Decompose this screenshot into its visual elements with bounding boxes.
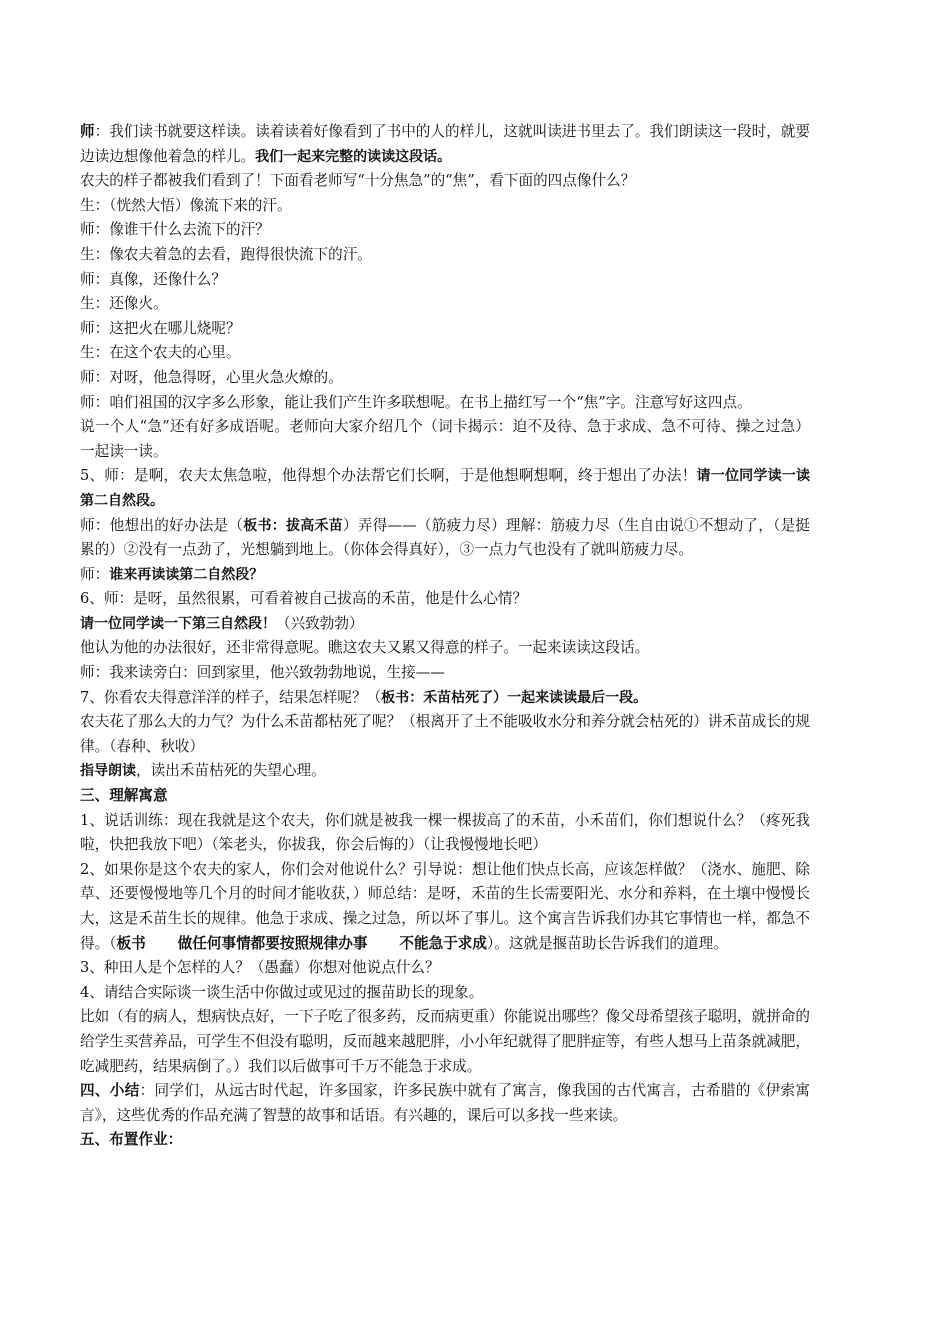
section-heading-3: 三、理解寓意 — [80, 787, 168, 805]
bold-instruction: 请一位同学读一读第二自然段。 — [80, 468, 810, 509]
bold-instruction: 指导朗读 — [80, 763, 136, 780]
paragraph: 师：我来读旁白：回到家里，他兴致勃勃地说，生接—— — [80, 664, 445, 682]
dialogue-line: 师：对呀，他急得呀，心里火急火燎的。 — [80, 368, 343, 386]
blackboard-note: 做任何事情都要按照规律办事 — [177, 934, 368, 952]
paragraph — [80, 759, 810, 784]
paragraph: 说一个人“急”还有好多成语呢。老师向大家介绍几个（词卡揭示：迫不及待、急于求成、急不可待、操之过急）一起读一读。 — [80, 418, 810, 460]
blackboard-note: 板书 — [116, 934, 146, 952]
text: 7、你看农夫得意洋洋的样子，结果怎样呢？（ — [80, 688, 382, 706]
teacher-label: 师 — [80, 123, 95, 140]
text: （兴致勃勃） — [276, 614, 364, 632]
lesson-document — [80, 120, 810, 1153]
paragraph — [80, 563, 810, 588]
section-summary — [80, 1079, 810, 1128]
dialogue-line: 生：还像火。 — [80, 295, 168, 313]
paragraph-step-7 — [80, 686, 810, 711]
text: ）弄得——（筋疲力尽）理解：筋疲力尽（生自由说①不想动了，（是挺累的）②没有一点劲了，光想躺到地上。（你体会得真好），③一点力气也没有了就叫筋疲力尽。 — [80, 516, 810, 559]
paragraph: 师：咱们祖国的汉字多么形象，能让我们产生许多联想呢。在书上描红写一个“焦”字。注意写好这四点。 — [80, 393, 752, 411]
paragraph: 他认为他的办法很好，还非常得意呢。瞧这农夫又累又得意的样子。一起来读读这段话。 — [80, 639, 650, 657]
bold-instruction: 请一位同学读一下第三自然段！ — [80, 615, 276, 632]
text: 农夫的样子都被我们看到了！下面看老师写“十分焦急”的“焦”，看下面的四点像什么？ — [80, 172, 636, 190]
dialogue-line: 生：（恍然大悟）像流下来的汗。 — [80, 196, 292, 214]
text: ：我们读书就要这样读。读着读着好像看到了书中的人的样儿，这就叫读进书里去了。我们朗读这一段时，就要边读边想像他着急的样儿。 — [80, 123, 810, 165]
paragraph — [80, 612, 810, 637]
paragraph-1 — [80, 120, 810, 169]
paragraph-method — [80, 514, 810, 563]
bold-instruction: 我们一起来完整的读读这段话。 — [255, 148, 452, 165]
paragraph: 农夫花了那么大的力气？为什么禾苗都枯死了呢？（根离开了土不能吸收水分和养分就会枯死的）讲禾苗成长的规律。（春种、秋收） — [80, 713, 810, 755]
text: ：同学们，从远古时代起，许多国家，许多民族中就有了寓言，像我国的古代寓言，古希腊的《伊索寓言》，这些优秀的作品充满了智慧的故事和话语。有兴趣的，课后可以多找一些来读。 — [80, 1082, 810, 1124]
section-heading-5: 五、布置作业： — [80, 1131, 183, 1149]
text: 2、如果你是这个农夫的家人，你们会对他说什么？引导说：想让他们快点长高，应该怎样做？（浇水、施肥、除草、还要慢慢地等几个月的时间才能收获，）师总结：是呀，禾苗的生长需要阳光、水分和养料，在土壤中慢慢长大，这是禾苗生长的规律。他急于求成、操之过急，所以坏了事儿。这个寓言告诉我们办其它事情也一样，都急不得。（ — [80, 860, 810, 952]
text: ，读出禾苗枯死的失望心理。 — [136, 762, 326, 780]
dialogue-line: 师：像谁干什么去流下的汗？ — [80, 221, 270, 239]
paragraph: 3、种田人是个怎样的人？（愚蠢）你想对他说点什么？ — [80, 959, 440, 977]
paragraph-step-6: 6、师：是呀，虽然很累，可看着被自己拔高的禾苗，他是什么心情？ — [80, 590, 528, 608]
dialogue-line: 生：在这个农夫的心里。 — [80, 344, 241, 362]
text: 5、师：是啊，农夫太焦急啦，他得想个办法帮它们长啊，于是他想啊想啊，终于想出了办法！ — [80, 467, 697, 485]
paragraph: 4、请结合实际谈一谈生活中你做过或见过的揠苗助长的现象。 — [80, 983, 484, 1001]
paragraph: 1、说话训练：现在我就是这个农夫，你们就是被我一棵一棵拔高了的禾苗，小禾苗们，你们想说什么？（疼死我啦，快把我放下吧）（笨老头，你拔我，你会后悔的）（让我慢慢地长吧） — [80, 811, 810, 854]
dialogue-line: 生：像农夫着急的去看，跑得很快流下的汗。 — [80, 245, 372, 263]
section-heading-4: 四、小结 — [80, 1082, 140, 1100]
paragraph-2 — [80, 169, 810, 194]
text: 师：他想出的好办法是（ — [80, 516, 244, 534]
blackboard-note: 板书：禾苗枯死了）一起来读读最后一段。 — [381, 689, 648, 706]
dialogue-line: 师：这把火在哪儿烧呢？ — [80, 319, 241, 337]
dialogue-line: 师：真像，还像什么？ — [80, 270, 226, 288]
bold-instruction: 谁来再读读第二自然段？ — [109, 566, 264, 583]
paragraph — [80, 858, 810, 956]
text: ）。这就是揠苗助长告诉我们的道理。 — [487, 934, 728, 952]
teacher-label: 师： — [80, 565, 110, 583]
blackboard-note: 板书：拔高禾苗 — [243, 517, 343, 534]
paragraph-step-5 — [80, 464, 810, 513]
blackboard-note: 不能急于求成 — [399, 934, 487, 952]
paragraph: 比如（有的病人，想病快点好，一下子吃了很多药，反而病更重）你能说出哪些？像父母希望孩子聪明，就拼命的给学生买营养品，可学生不但没有聪明，反而越来越肥胖，小小年纪就得了肥胖症等，有些人想马上苗条就减肥，吃减肥药，结果病倒了。）我们以后做事可千万不能急于求成。 — [80, 1008, 810, 1075]
